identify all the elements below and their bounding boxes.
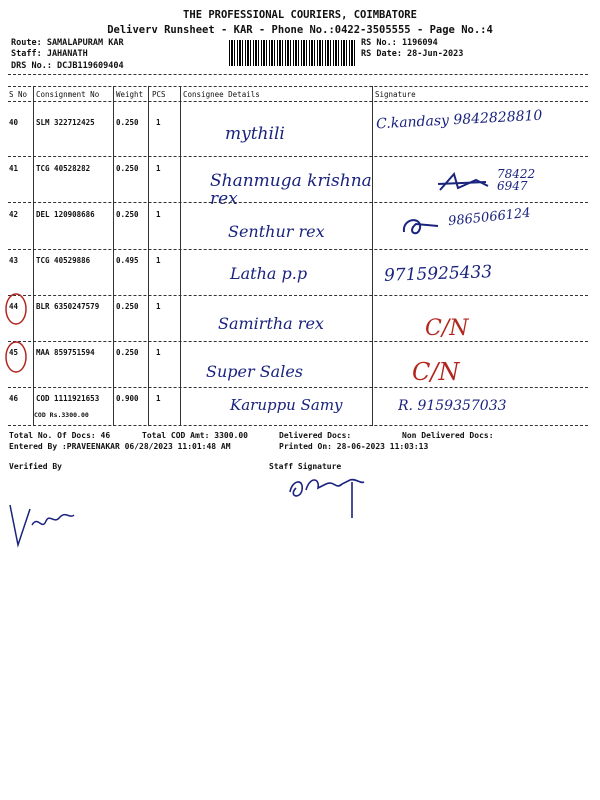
row-pcs: 1 — [156, 394, 161, 403]
total-docs: Total No. Of Docs: 46 — [9, 431, 111, 440]
delivered-docs: Delivered Docs: — [279, 431, 352, 440]
row-consignee: Latha p.p — [230, 264, 308, 283]
row-consignment: TCG 40528282 — [36, 164, 91, 173]
col-consignment: Consignment No — [36, 90, 100, 99]
staff-signature-label: Staff Signature — [269, 462, 342, 471]
row-signature: C.kandasy 9842828810 — [375, 107, 543, 133]
signature-scribble — [398, 212, 448, 240]
row-signature: C/N — [425, 316, 469, 341]
row-consignment: DEL 120908686 — [36, 210, 95, 219]
col-consignee: Consignee Details — [183, 90, 260, 99]
row-pcs: 1 — [156, 348, 161, 357]
row-consignment: COD 1111921653 — [36, 394, 100, 403]
row-signature: C/N — [412, 358, 460, 386]
red-circle-mark — [3, 340, 29, 374]
col-pcs: PCS — [152, 90, 166, 99]
row-sno: 44 — [9, 302, 19, 311]
row-consignee: Shanmuga krishna rex — [210, 171, 372, 209]
row-weight: 0.250 — [116, 302, 139, 311]
row-sno: 41 — [9, 164, 19, 173]
staff-label: Staff: JAHANATH — [11, 49, 88, 59]
row-signature: 9865066124 — [447, 205, 532, 230]
company-title: THE PROFESSIONAL COURIERS, COIMBATORE — [183, 9, 417, 21]
red-circle-mark — [3, 292, 29, 326]
row-weight: 0.495 — [116, 256, 139, 265]
row-consignee: mythili — [225, 124, 285, 144]
col-sno: S No — [9, 90, 28, 99]
row-signature: R. 9159357033 — [398, 398, 507, 414]
entered-by: Entered By :PRAVEENAKAR 06/28/2023 11:01:48 AM — [9, 442, 231, 451]
row-pcs: 1 — [156, 302, 161, 311]
row-weight: 0.250 — [116, 118, 139, 127]
row-consignment: TCG 40529886 — [36, 256, 91, 265]
col-signature: Signature — [375, 90, 416, 99]
row-sno: 42 — [9, 210, 19, 219]
row-consignment: SLM 322712425 — [36, 118, 95, 127]
row-sno: 46 — [9, 394, 19, 403]
runsheet-subtitle: Deliverv Runsheet - KAR - Phone No.:0422-3505555 - Page No.:4 — [107, 24, 493, 36]
row-consignment: BLR 6350247579 — [36, 302, 100, 311]
row-weight: 0.250 — [116, 210, 139, 219]
row-weight: 0.250 — [116, 164, 139, 173]
row-sno: 40 — [9, 118, 19, 127]
row-sno: 45 — [9, 348, 19, 357]
printed-on: Printed On: 28-06-2023 11:03:13 — [279, 442, 429, 451]
cod-amount: COD Rs.3300.00 — [34, 411, 89, 419]
row-consignment: MAA 859751594 — [36, 348, 95, 357]
row-weight: 0.250 — [116, 348, 139, 357]
verified-by-label: Verified By — [9, 462, 62, 471]
signature-scribble — [436, 168, 496, 198]
row-weight: 0.900 — [116, 394, 139, 403]
row-signature: 78422 6947 — [497, 167, 536, 193]
total-cod: Total COD Amt: 3300.00 — [142, 431, 248, 440]
drs-number: DRS No.: DCJB119609404 — [11, 61, 124, 71]
non-delivered-docs: Non Delivered Docs: — [402, 431, 494, 440]
row-consignee: Karuppu Samy — [230, 396, 343, 414]
col-weight: Weight — [116, 90, 144, 99]
barcode — [229, 40, 356, 66]
row-consignee: Samirtha rex — [218, 314, 324, 333]
row-pcs: 1 — [156, 118, 161, 127]
route-label: Route: SAMALAPURAM KAR — [11, 38, 124, 48]
row-signature: 9715925433 — [383, 262, 493, 286]
row-consignee: Super Sales — [206, 362, 304, 381]
row-consignee: Senthur rex — [228, 222, 325, 241]
verified-signature — [8, 495, 78, 555]
row-sno: 43 — [9, 256, 19, 265]
rs-number: RS No.: 1196094 — [361, 38, 438, 48]
row-pcs: 1 — [156, 256, 161, 265]
rs-date: RS Date: 28-Jun-2023 — [361, 49, 464, 59]
row-pcs: 1 — [156, 164, 161, 173]
staff-signature — [286, 470, 376, 530]
row-pcs: 1 — [156, 210, 161, 219]
